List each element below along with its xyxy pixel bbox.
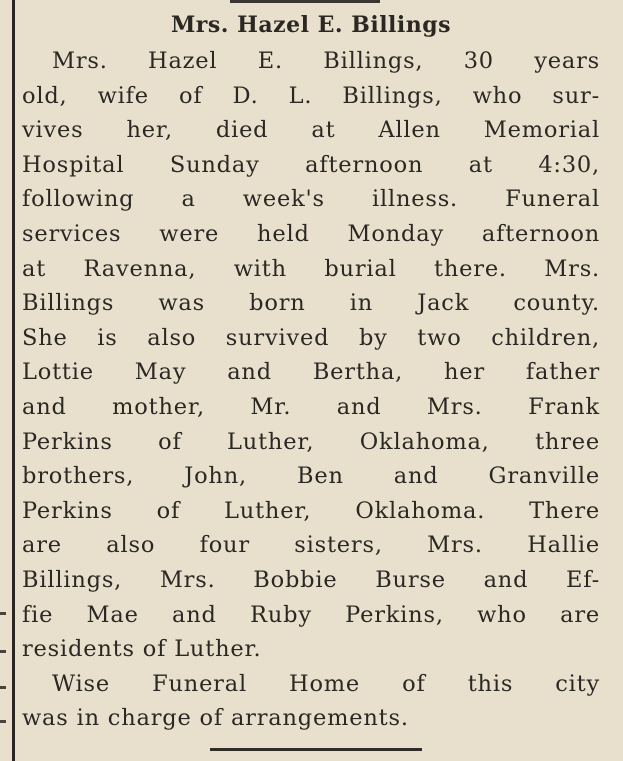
text-line: old, wife of D. L. Billings, who sur- bbox=[22, 82, 600, 109]
text-line: Billings was born in Jack county. bbox=[22, 290, 600, 317]
article-paragraph-1 bbox=[22, 44, 600, 667]
top-rule bbox=[230, 0, 380, 3]
text-line: was in charge of arrangements. bbox=[22, 705, 409, 732]
edge-mark bbox=[0, 650, 6, 653]
text-line: following a week's illness. Funeral bbox=[22, 186, 600, 213]
text-line: are also four sisters, Mrs. Hallie bbox=[22, 532, 600, 559]
text-line: Billings, Mrs. Bobbie Burse and Ef- bbox=[22, 566, 600, 593]
column-rule bbox=[12, 0, 15, 761]
edge-mark bbox=[0, 686, 6, 689]
text-line: residents of Luther. bbox=[22, 636, 262, 663]
obituary-article bbox=[22, 12, 600, 736]
text-line: brothers, John, Ben and Granville bbox=[22, 463, 600, 490]
article-headline: Mrs. Hazel E. Billings bbox=[170, 12, 452, 38]
edge-mark bbox=[0, 720, 6, 723]
text-line: She is also survived by two children, bbox=[22, 324, 600, 351]
text-line: vives her, died at Allen Memorial bbox=[22, 117, 600, 144]
text-line: services were held Monday afternoon bbox=[22, 220, 600, 247]
text-line: Mrs. Hazel E. Billings, 30 years bbox=[52, 48, 600, 74]
text-line: Lottie May and Bertha, her father bbox=[22, 359, 600, 386]
text-line: fie Mae and Ruby Perkins, who are bbox=[22, 601, 600, 628]
text-line: Hospital Sunday afternoon at 4:30, bbox=[22, 151, 600, 178]
text-line: and mother, Mr. and Mrs. Frank bbox=[22, 393, 600, 420]
text-line: Perkins of Luther, Oklahoma, three bbox=[22, 428, 600, 455]
text-line: Wise Funeral Home of this city bbox=[52, 670, 600, 697]
article-paragraph-2 bbox=[22, 667, 600, 736]
bottom-rule bbox=[210, 748, 422, 751]
text-line: at Ravenna, with burial there. Mrs. bbox=[22, 255, 600, 282]
text-line: Perkins of Luther, Oklahoma. There bbox=[22, 497, 600, 524]
edge-mark bbox=[0, 612, 6, 615]
